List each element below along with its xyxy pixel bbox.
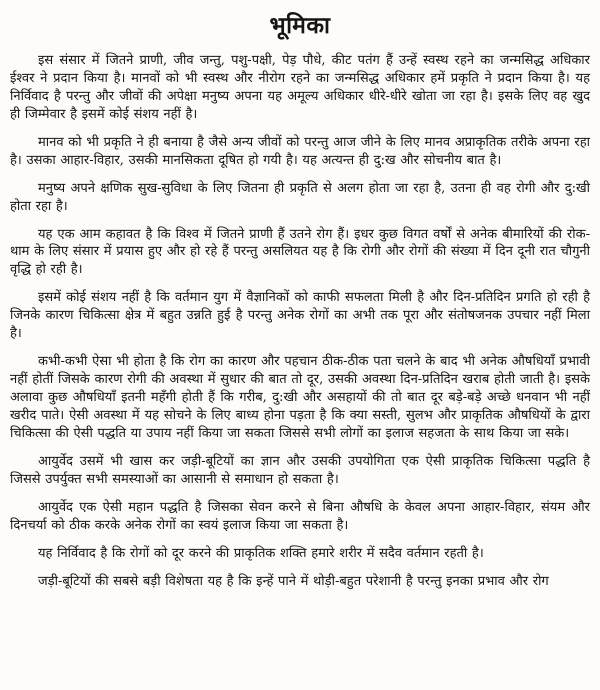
- paragraph: यह निर्विवाद है कि रोगों को दूर करने की प्राकृतिक शक्ति हमारे शरीर में सदैव वर्तमान रहती है।: [38, 545, 484, 561]
- paragraph: आयुर्वेद एक ऐसी महान पद्धति है जिसका सेवन करने से बिना औषधि के केवल अपना आहार-विहार, संयम और दिनचर्या को ठीक करके अनेक रोगों का स्वयं इलाज किया जा सकता है।: [10, 499, 590, 533]
- paragraph: कभी-कभी ऐसा भी होता है कि रोग का कारण और पहचान ठीक-ठीक पता चलने के बाद भी अनेक औषधियाँ प्रभावी नहीं होतीं जिसके कारण रोगी की अवस्था में सुधार की बात तो दूर, उसकी अवस्था दिन-प्रतिदिन खराब होती जाती है। इसके अलावा कुछ औषधियाँ इतनी महँगी होती हैं कि गरीब, दु:खी और असहायों की तो बात दूर बड़े-बड़े अच्छे धनवान भी नहीं खरीद पाते। ऐसी अवस्था में यह सोचने के लिए बाध्य होना पड़ता है कि क्या सस्ती, सुलभ और प्राकृतिक औषधियों के द्वारा चिकित्सा की ऐसी पद्धति या उपाय नहीं किया जा सकता जिससे सभी लोगों का इलाज सहजता के साथ किया जा सके।: [10, 354, 590, 441]
- paragraph: इस संसार में जितने प्राणी, जीव जन्तु, पशु-पक्षी, पेड़ पौधे, कीट पतंग हैं उन्हें स्वस्थ रहने का जन्मसिद्ध अधिकार ईश्वर ने प्रदान किया है। मानवों को भी स्वस्थ और नीरोग रहने का जन्मसिद्ध अधिकार हमें प्रकृति ने प्रदान किया है। यह निर्विवाद है परन्तु और जीवों की अपेक्षा मनुष्य अपना यह अमूल्य अधिकार धीरे-धीरे खोता जा रहा है। इसके लिए वह खुद ही जिम्मेवार है इसमें कोई संशय नहीं है।: [10, 53, 590, 122]
- paragraph: इसमें कोई संशय नहीं है कि वर्तमान युग में वैज्ञानिकों को काफी सफलता मिली है और दिन-प्रतिदिन प्रगति हो रही है जिनके कारण चिकित्सा क्षेत्र में बहुत उन्नति हुई है परन्तु अनेक रोगों का अभी तक पूरा और संतोषजनक उपचार नहीं मिला है।: [10, 290, 590, 342]
- paragraph: आयुर्वेद उसमें भी खास कर जड़ी-बूटियों का ज्ञान और उसकी उपयोगिता एक ऐसी प्राकृतिक चिकित्सा पद्धति है जिससे उपर्युक्त सभी समस्याओं का आसानी से समाधान हो सकता है।: [10, 453, 590, 487]
- paragraph: यह एक आम कहावत है कि विश्व में जितने प्राणी हैं उतने रोग हैं। इधर कुछ विगत वर्षों से अनेक बीमारियों की रोक-थाम के लिए संसार में प्रयास हुए और हो रहे हैं परन्तु असलियत यह है कि रोगी और रोगों की संख्या में दिन दूनी रात चौगुनी वृद्धि हो रही है।: [10, 226, 590, 278]
- paragraph: मानव को भी प्रकृति ने ही बनाया है जैसे अन्य जीवों को परन्तु आज जीने के लिए मानव अप्राकृतिक तरीके अपना रहा है। उसका आहार-विहार, उसकी मानसिकता दूषित हो गयी है। यह अत्यन्त ही दु:ख और सोचनीय बात है।: [10, 134, 590, 168]
- paragraph: जड़ी-बूटियों की सबसे बड़ी विशेषता यह है कि इन्हें पाने में थोड़ी-बहुत परेशानी है परन्तु इनका प्रभाव और रोग: [38, 573, 549, 589]
- paragraph: मनुष्य अपने क्षणिक सुख-सुविधा के लिए जितना ही प्रकृति से अलग होता जा रहा है, उतना ही वह रोगी और दु:खी होता रहा है।: [10, 180, 590, 214]
- page-title: भूमिका: [269, 12, 331, 39]
